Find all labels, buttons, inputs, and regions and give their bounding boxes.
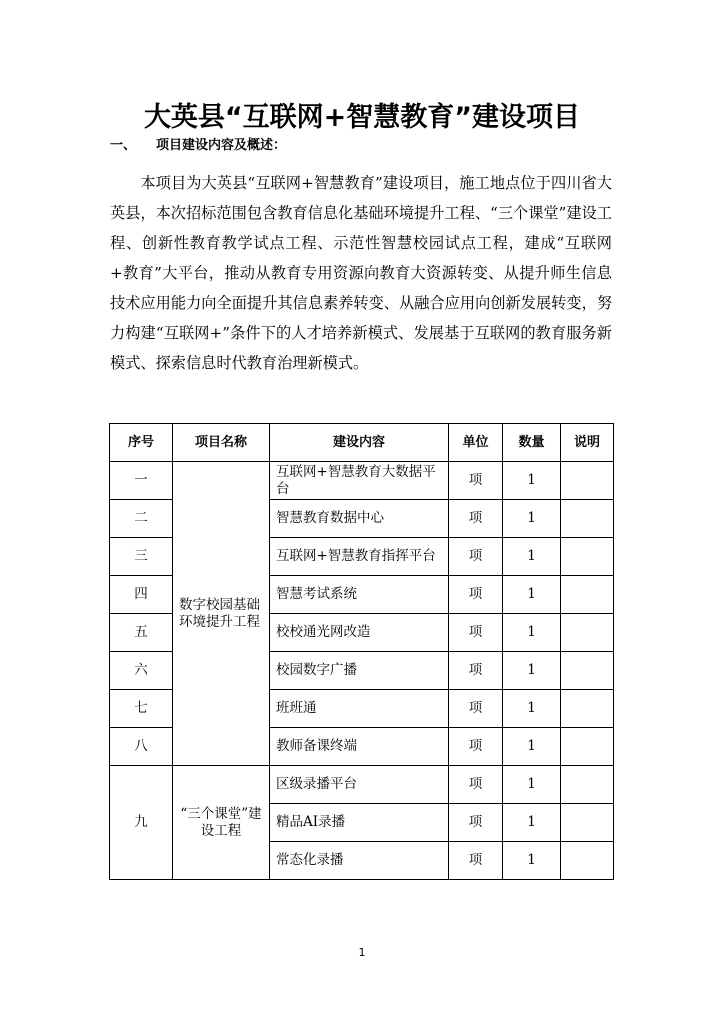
- row-unit: 项: [449, 614, 503, 652]
- page-title: 大英县“互联网+智慧教育”建设项目: [143, 102, 581, 133]
- row-note: [561, 500, 614, 538]
- row-qty: 1: [503, 842, 561, 880]
- row-note: [561, 842, 614, 880]
- group-name: “三个课堂”建设工程: [173, 766, 270, 880]
- header-unit: 单位: [449, 424, 503, 462]
- header-content: 建设内容: [270, 424, 449, 462]
- row-qty: 1: [503, 728, 561, 766]
- row-note: [561, 614, 614, 652]
- row-qty: 1: [503, 500, 561, 538]
- row-note: [561, 766, 614, 804]
- row-note: [561, 576, 614, 614]
- row-note: [561, 690, 614, 728]
- row-content: 智慧教育数据中心: [270, 500, 449, 538]
- row-unit: 项: [449, 652, 503, 690]
- row-seq: 七: [110, 690, 173, 728]
- header-seq: 序号: [110, 424, 173, 462]
- row-unit: 项: [449, 462, 503, 500]
- group-name: 数字校园基础环境提升工程: [173, 462, 270, 766]
- row-qty: 1: [503, 766, 561, 804]
- project-table: [109, 423, 614, 880]
- row-seq: 五: [110, 614, 173, 652]
- section-number: 一、: [110, 138, 137, 153]
- header-name: 项目名称: [173, 424, 270, 462]
- row-unit: 项: [449, 766, 503, 804]
- row-seq: 二: [110, 500, 173, 538]
- row-note: [561, 538, 614, 576]
- row-content: 精品AI录播: [270, 804, 449, 842]
- row-unit: 项: [449, 690, 503, 728]
- row-unit: 项: [449, 500, 503, 538]
- section-heading-text: 项目建设内容及概述：: [156, 138, 287, 153]
- section-heading: [110, 136, 286, 156]
- row-qty: 1: [503, 652, 561, 690]
- row-seq: 六: [110, 652, 173, 690]
- intro-paragraph: 本项目为大英县“互联网+智慧教育”建设项目，施工地点位于四川省大英县，本次招标范围包含教育信息化基础环境提升工程、“三个课堂”建设工程、创新性教育教学试点工程、示范性智慧校园试点工程，建成“互联网+教育”大平台，推动从教育专用资源向教育大资源转变、从提升师生信息技术应用能力向全面提升其信息素养转变、从融合应用向创新发展转变，努力构建“互联网+”条件下的人才培养新模式、发展基于互联网的教育服务新模式、探索信息时代教育治理新模式。: [110, 174, 612, 372]
- header-qty: 数量: [503, 424, 561, 462]
- row-qty: 1: [503, 804, 561, 842]
- row-content: 校园数字广播: [270, 652, 449, 690]
- row-unit: 项: [449, 842, 503, 880]
- page-number: 1: [358, 946, 366, 959]
- row-qty: 1: [503, 462, 561, 500]
- row-unit: 项: [449, 538, 503, 576]
- table-row: [110, 462, 614, 500]
- row-qty: 1: [503, 690, 561, 728]
- row-content: 常态化录播: [270, 842, 449, 880]
- row-unit: 项: [449, 576, 503, 614]
- row-content: 智慧考试系统: [270, 576, 449, 614]
- row-note: [561, 462, 614, 500]
- row-seq: 四: [110, 576, 173, 614]
- row-unit: 项: [449, 804, 503, 842]
- row-qty: 1: [503, 576, 561, 614]
- row-seq: 三: [110, 538, 173, 576]
- row-unit: 项: [449, 728, 503, 766]
- table-header-row: [110, 424, 614, 462]
- row-content: 班班通: [270, 690, 449, 728]
- row-seq: 八: [110, 728, 173, 766]
- row-note: [561, 804, 614, 842]
- row-note: [561, 652, 614, 690]
- group-seq: 九: [110, 766, 173, 880]
- row-qty: 1: [503, 614, 561, 652]
- row-content: 教师备课终端: [270, 728, 449, 766]
- header-note: 说明: [561, 424, 614, 462]
- row-content: 互联网+智慧教育指挥平台: [270, 538, 449, 576]
- row-content: 区级录播平台: [270, 766, 449, 804]
- row-note: [561, 728, 614, 766]
- row-qty: 1: [503, 538, 561, 576]
- table-row: [110, 766, 614, 804]
- row-content: 校校通光网改造: [270, 614, 449, 652]
- row-seq: 一: [110, 462, 173, 500]
- row-content: 互联网+智慧教育大数据平台: [270, 462, 449, 500]
